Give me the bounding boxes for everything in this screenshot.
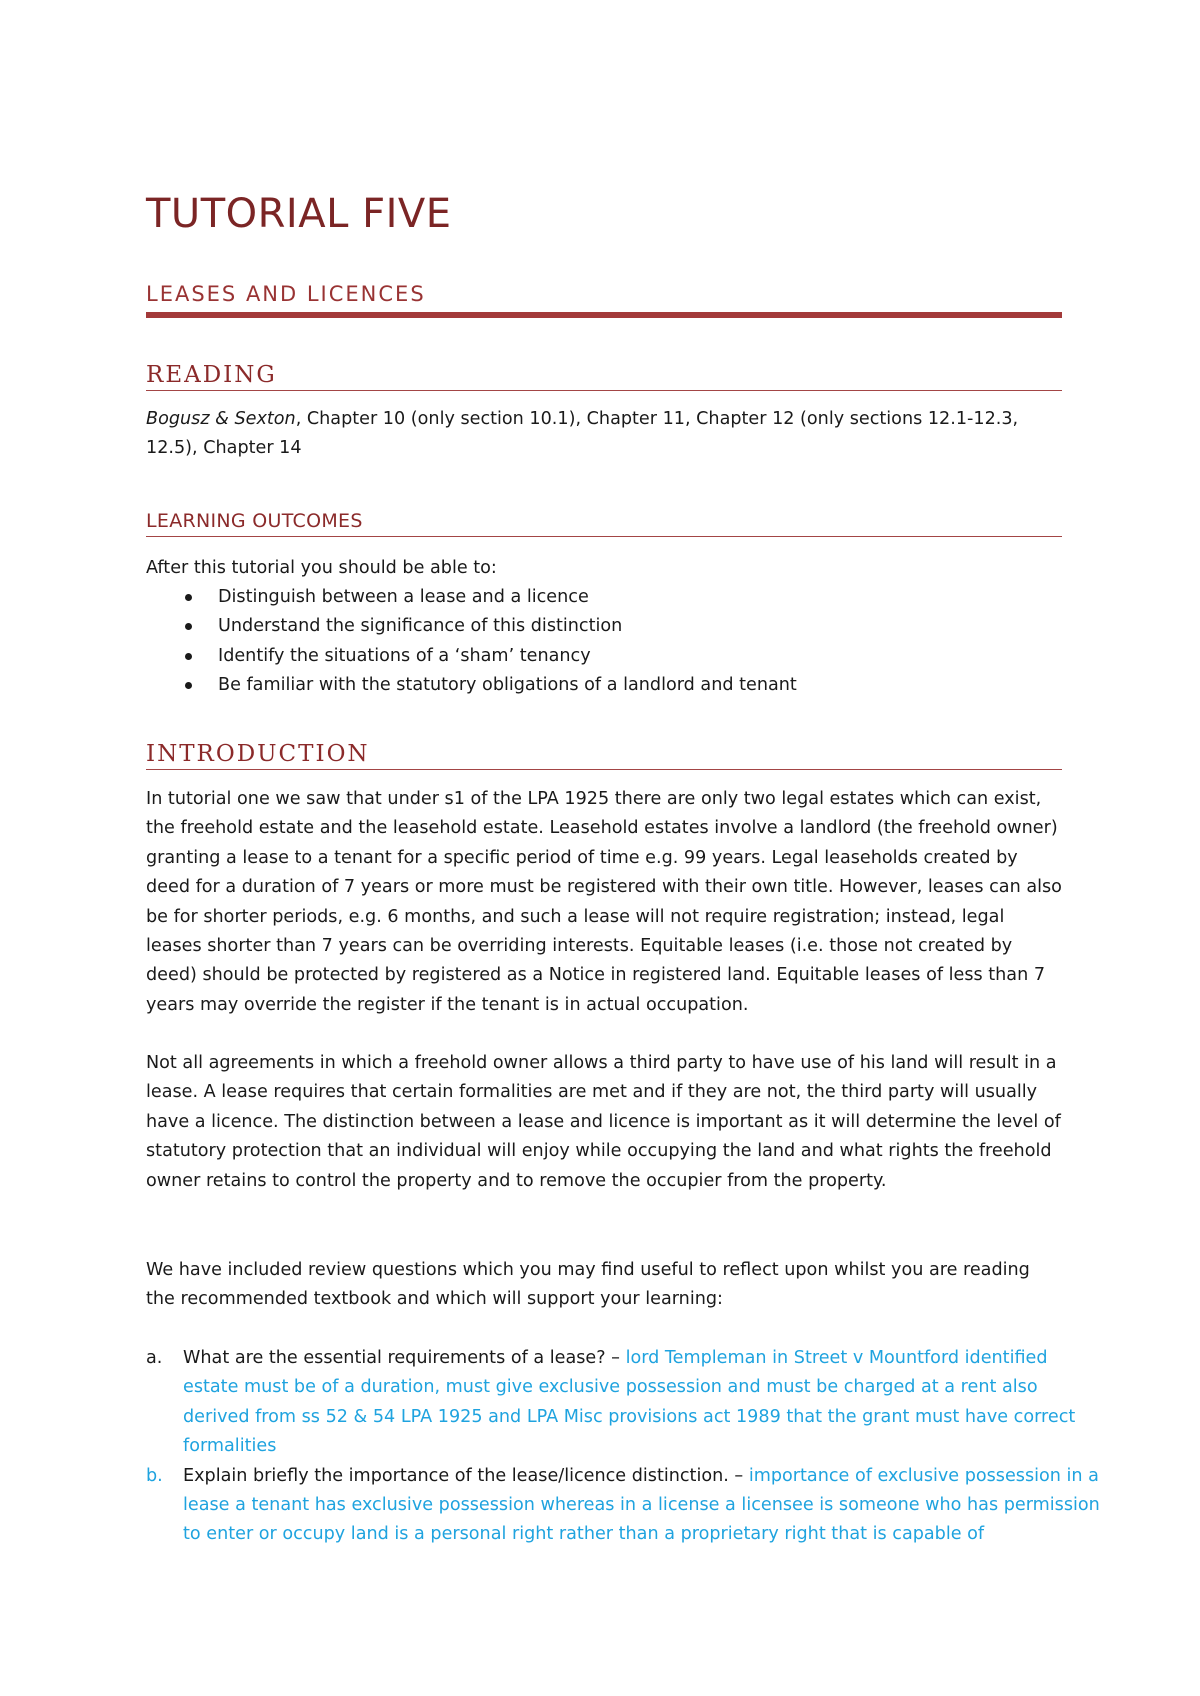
page-subtitle: LEASES AND LICENCES (146, 282, 426, 306)
introduction-divider (146, 769, 1062, 770)
question-marker: b. (146, 1465, 163, 1486)
list-item: Distinguish between a lease and a licence (146, 583, 1062, 612)
list-item (146, 1344, 1106, 1462)
page-title: TUTORIAL FIVE (146, 191, 452, 237)
reading-divider (146, 390, 1062, 391)
learning-outcomes-list (146, 583, 1062, 701)
question-marker: a. (146, 1348, 163, 1368)
list-item: Be familiar with the statutory obligations of a landlord and tenant (146, 671, 1062, 700)
list-item: Identify the situations of a ‘sham’ tenancy (146, 642, 1062, 671)
reading-chapters: , Chapter 10 (only section 10.1), Chapter 11, Chapter 12 (only sections 12.1-12.3, 12.5), Chapter 14 (146, 409, 1019, 459)
review-questions-list (146, 1344, 1106, 1550)
learning-outcomes-heading: LEARNING OUTCOMES (146, 510, 363, 532)
introduction-paragraph-3: We have included review questions which you may find useful to reflect upon whilst you are reading the recommended textbook and which will support your learning: (146, 1260, 1030, 1310)
question-text: Explain briefly the importance of the lease/licence distinction. – (183, 1465, 749, 1486)
reading-text (146, 405, 1062, 464)
bullet-icon (185, 682, 192, 689)
introduction-heading: INTRODUCTION (146, 741, 370, 767)
subtitle-divider (146, 312, 1062, 318)
list-item: Understand the significance of this distinction (146, 612, 1062, 641)
reading-author: Bogusz & Sexton (146, 409, 296, 429)
introduction-paragraph-1: In tutorial one we saw that under s1 of the LPA 1925 there are only two legal estates which can exist, the freehold estate and the leasehold estate. Leasehold estates involve a landlord (the freehold owner) granting a lease to a tenant for a specific period of time e.g. 99 years. Legal leaseholds created by deed for a duration of 7 years or more must be registered with their own title. However, leases can also be for shorter periods, e.g. 6 months, and such a lease will not require registration; instead, legal leases shorter than 7 years can be overriding interests. Equitable leases (i.e. those not created by deed) should be protected by registered as a Notice in registered land. Equitable leases of less than 7 years may override the register if the tenant is in actual occupation. (146, 789, 1062, 1015)
question-text: What are the essential requirements of a lease? – (183, 1348, 626, 1368)
bullet-icon (185, 623, 192, 630)
answer-text: lord Templeman in Street v Mountford identified estate must be of a duration, must give exclusive possession and must be charged at a rent also derived from ss 52 & 54 LPA 1925 and LPA Misc provisions act 1989 that the grant must have correct formalities (183, 1348, 1076, 1457)
bullet-icon (185, 653, 192, 660)
answer-text: importance of exclusive possession in a lease a tenant has exclusive possession whereas in a license a licensee is someone who has permission to enter or occupy land is a personal right rather than a proprietary right that is capable of (183, 1465, 1100, 1545)
learning-outcomes-divider (146, 536, 1062, 537)
bullet-icon (185, 594, 192, 601)
reading-heading: READING (146, 362, 277, 388)
learning-outcomes-intro: After this tutorial you should be able to: (146, 558, 497, 578)
introduction-paragraph-2: Not all agreements in which a freehold owner allows a third party to have use of his land will result in a lease. A lease requires that certain formalities are met and if they are not, the third party will usually have a licence. The distinction between a lease and licence is important as it will determine the level of statutory protection that an individual will enjoy while occupying the land and what rights the freehold owner retains to control the property and to remove the occupier from the property. (146, 1053, 1061, 1191)
list-item (146, 1462, 1106, 1550)
